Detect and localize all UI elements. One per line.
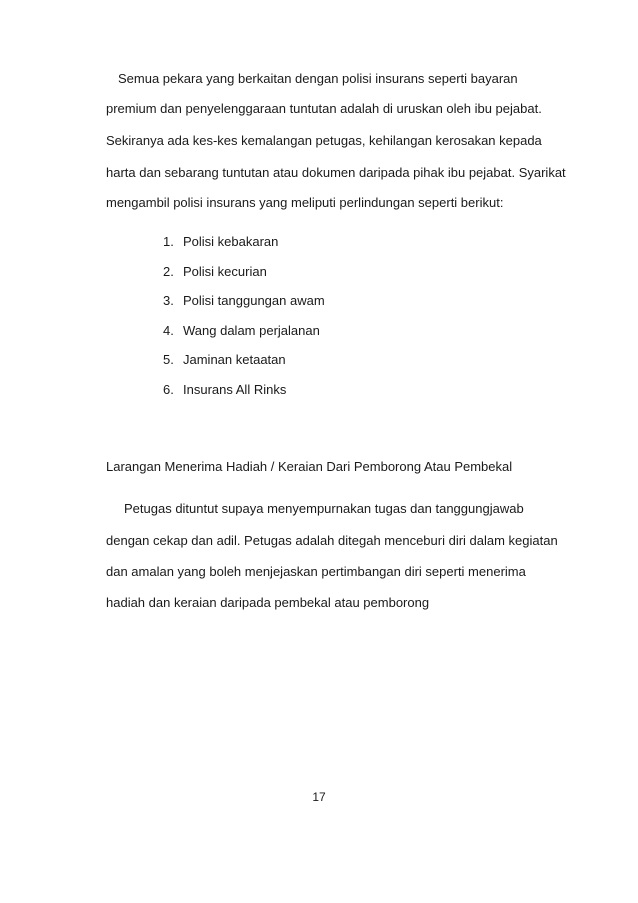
list-item-number: 5. (163, 352, 174, 368)
paragraph-2-line-4: hadiah dan keraian daripada pembekal atau pemborong (106, 595, 430, 610)
list-item-text: Polisi tanggungan awam (183, 293, 325, 309)
paragraph-2-line-1: Petugas dituntut supaya menyempurnakan tugas dan tanggungjawab (124, 501, 524, 516)
list-item-number: 6. (163, 381, 174, 397)
page-number: 17 (312, 790, 326, 804)
section-heading: Larangan Menerima Hadiah / Keraian Dari Pemborong Atau Pembekal (106, 459, 513, 474)
paragraph-1-line-4: harta dan sebarang tuntutan atau dokumen daripada pihak ibu pejabat. Syarikat (106, 165, 566, 180)
paragraph-1-line-1: Semua pekara yang berkaitan dengan polisi insurans seperti bayaran (118, 71, 518, 86)
paragraph-1-line-3: Sekiranya ada kes-kes kemalangan petugas, kehilangan kerosakan kepada (106, 133, 542, 148)
list-item-text: Jaminan ketaatan (183, 352, 286, 368)
list-item (163, 234, 325, 264)
list-item-text: Polisi kebakaran (183, 234, 279, 249)
paragraph-1-line-2: premium dan penyelenggaraan tuntutan adalah di uruskan oleh ibu pejabat. (106, 101, 542, 116)
insurance-policy-list (163, 234, 325, 412)
list-item (163, 382, 325, 412)
paragraph-2-line-2: dengan cekap dan adil. Petugas adalah ditegah menceburi diri dalam kegiatan (106, 533, 558, 548)
list-item (163, 293, 325, 323)
paragraph-2-line-3: dan amalan yang boleh menjejaskan pertimbangan diri seperti menerima (106, 564, 526, 579)
list-item-text: Wang dalam perjalanan (183, 322, 320, 338)
paragraph-1-line-5: mengambil polisi insurans yang meliputi perlindungan seperti berikut: (106, 195, 504, 210)
list-item-number: 2. (163, 263, 174, 279)
list-item-number: 4. (163, 322, 174, 338)
list-item-number: 1. (163, 234, 174, 249)
list-item (163, 352, 325, 382)
list-item (163, 264, 325, 294)
list-item (163, 323, 325, 353)
list-item-text: Insurans All Rinks (183, 381, 287, 397)
list-item-text: Polisi kecurian (183, 263, 267, 279)
list-item-number: 3. (163, 293, 174, 309)
